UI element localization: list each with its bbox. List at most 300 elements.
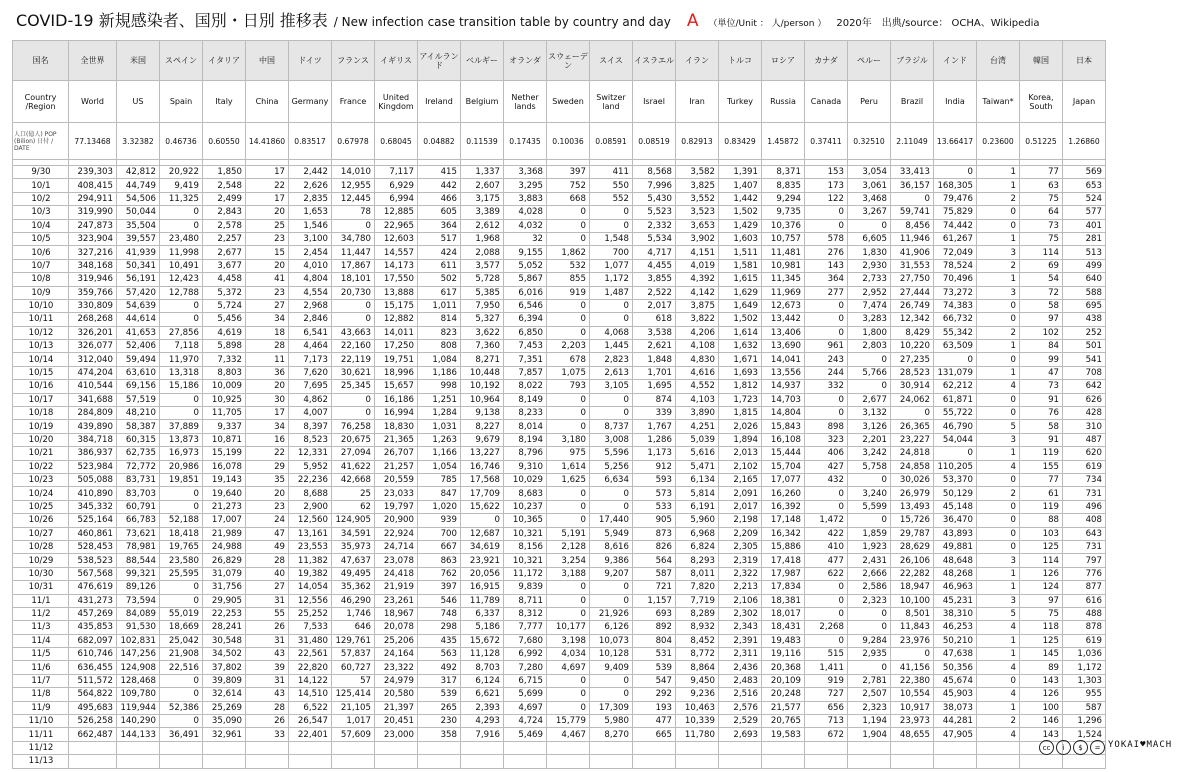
case-count-cell: 13,690 <box>762 340 805 353</box>
case-count-cell: 5,599 <box>848 500 891 513</box>
case-count-cell: 119,944 <box>117 701 160 714</box>
case-count-cell: 13,888 <box>375 286 418 299</box>
case-count-cell: 593 <box>633 473 676 486</box>
case-count-cell <box>590 741 633 754</box>
case-count-cell: 1,411 <box>805 661 848 674</box>
case-count-cell: 39,557 <box>117 232 160 245</box>
case-count-cell: 5,758 <box>848 460 891 473</box>
country-header-en: US <box>117 81 160 123</box>
case-count-cell: 23,480 <box>160 232 203 245</box>
case-count-cell: 42,812 <box>117 166 160 179</box>
country-header-ja: イスラエル <box>633 41 676 81</box>
case-count-cell: 54,044 <box>934 433 977 446</box>
case-count-cell: 10,073 <box>590 634 633 647</box>
case-count-cell: 310 <box>1063 420 1106 433</box>
case-count-cell: 6,621 <box>461 688 504 701</box>
case-count-cell: 7,996 <box>633 179 676 192</box>
case-count-cell: 0 <box>332 407 375 420</box>
case-count-cell: 2,302 <box>719 607 762 620</box>
case-count-cell: 1,767 <box>633 420 676 433</box>
case-count-cell: 528,453 <box>69 540 117 553</box>
case-count-cell: 359,766 <box>69 286 117 299</box>
case-count-cell: 32,961 <box>203 728 246 741</box>
case-count-cell: 3 <box>977 554 1020 567</box>
case-count-cell: 53,370 <box>934 473 977 486</box>
case-count-cell: 2,548 <box>203 179 246 192</box>
case-count-cell: 41,622 <box>332 460 375 473</box>
population-cell: 0.83429 <box>719 123 762 160</box>
case-count-cell: 4 <box>977 460 1020 473</box>
case-count-cell: 2,257 <box>203 232 246 245</box>
population-cell: 14.41860 <box>246 123 289 160</box>
case-count-cell: 4,010 <box>289 259 332 272</box>
case-count-cell: 14,557 <box>375 246 418 259</box>
case-count-cell: 14,937 <box>762 380 805 393</box>
case-count-cell: 17,250 <box>375 340 418 353</box>
case-count-cell: 919 <box>805 674 848 687</box>
case-count-cell: 622 <box>805 567 848 580</box>
case-count-cell: 24,818 <box>891 447 934 460</box>
case-count-cell: 9,138 <box>461 407 504 420</box>
case-count-cell: 0 <box>547 701 590 714</box>
case-count-cell: 42,668 <box>332 473 375 486</box>
date-cell: 10/5 <box>13 232 69 245</box>
case-count-cell: 2,900 <box>289 500 332 513</box>
case-count-cell: 5,052 <box>504 259 547 272</box>
case-count-cell: 1,629 <box>719 286 762 299</box>
case-count-cell: 21,397 <box>375 701 418 714</box>
case-count-cell: 143 <box>805 259 848 272</box>
case-count-cell: 626 <box>1063 393 1106 406</box>
case-count-cell: 37,802 <box>203 661 246 674</box>
date-cell: 11/7 <box>13 674 69 687</box>
case-count-cell: 18,669 <box>160 621 203 634</box>
case-count-cell: 128,468 <box>117 674 160 687</box>
table-row <box>13 634 1106 647</box>
case-count-cell: 55,722 <box>934 407 977 420</box>
case-count-cell: 517 <box>418 232 461 245</box>
case-count-cell: 2,391 <box>719 634 762 647</box>
case-count-cell: 23,973 <box>891 715 934 728</box>
table-row <box>13 554 1106 567</box>
case-count-cell: 2,203 <box>547 340 590 353</box>
case-count-cell: 35,504 <box>117 219 160 232</box>
case-count-cell <box>805 741 848 754</box>
case-count-cell: 1,894 <box>719 433 762 446</box>
case-count-cell <box>117 755 160 768</box>
case-count-cell: 7,533 <box>289 621 332 634</box>
case-count-cell: 3,100 <box>289 232 332 245</box>
case-count-cell: 0 <box>848 607 891 620</box>
case-count-cell: 3,875 <box>676 299 719 312</box>
table-row <box>13 433 1106 446</box>
country-header-ja: イギリス <box>375 41 418 81</box>
case-count-cell <box>848 755 891 768</box>
table-row <box>13 688 1106 701</box>
case-count-cell: 12,560 <box>289 514 332 527</box>
date-cell: 10/3 <box>13 206 69 219</box>
case-count-cell: 247,873 <box>69 219 117 232</box>
case-count-cell: 49,495 <box>332 567 375 580</box>
case-count-cell: 281 <box>1063 232 1106 245</box>
case-count-cell: 10,376 <box>762 219 805 232</box>
case-count-cell: 1,284 <box>418 407 461 420</box>
case-count-cell: 27 <box>246 299 289 312</box>
case-count-cell: 23 <box>246 232 289 245</box>
country-header-en: Japan <box>1063 81 1106 123</box>
case-count-cell: 91 <box>1020 393 1063 406</box>
case-count-cell: 23 <box>246 500 289 513</box>
case-count-cell: 97 <box>1020 313 1063 326</box>
case-count-cell: 5,534 <box>633 232 676 245</box>
case-count-cell: 700 <box>418 527 461 540</box>
case-count-cell: 0 <box>547 688 590 701</box>
case-count-cell: 3,180 <box>547 433 590 446</box>
case-count-cell: 0 <box>848 661 891 674</box>
case-count-cell: 0 <box>590 299 633 312</box>
case-count-cell: 326,201 <box>69 326 117 339</box>
table-row <box>13 192 1106 205</box>
case-count-cell: 0 <box>977 353 1020 366</box>
case-count-cell: 28,523 <box>891 366 934 379</box>
population-cell: 0.68045 <box>375 123 418 160</box>
case-count-cell: 52,188 <box>160 514 203 527</box>
case-count-cell: 20,451 <box>375 715 418 728</box>
case-count-cell: 11,780 <box>676 728 719 741</box>
population-cell: 0.04882 <box>418 123 461 160</box>
case-count-cell: 2,319 <box>719 554 762 567</box>
case-count-cell: 14,510 <box>289 688 332 701</box>
case-count-cell: 5,327 <box>461 313 504 326</box>
population-cell: 0.23600 <box>977 123 1020 160</box>
case-count-cell: 610,746 <box>69 648 117 661</box>
case-count-cell: 1,263 <box>418 433 461 446</box>
case-count-cell: 748 <box>418 607 461 620</box>
case-count-cell: 32 <box>504 232 547 245</box>
case-count-cell: 22,924 <box>375 527 418 540</box>
case-count-cell: 3,822 <box>676 313 719 326</box>
case-count-cell: 97 <box>1020 594 1063 607</box>
case-count-cell: 12,673 <box>762 299 805 312</box>
case-count-cell: 21,989 <box>203 527 246 540</box>
case-count-cell <box>977 741 1020 754</box>
population-cell: 0.82913 <box>676 123 719 160</box>
case-count-cell: 1,172 <box>590 273 633 286</box>
country-header-en: China <box>246 81 289 123</box>
case-count-cell: 4,804 <box>289 273 332 286</box>
case-count-cell: 25 <box>332 487 375 500</box>
case-count-cell: 35,090 <box>203 715 246 728</box>
case-count-cell: 0 <box>160 219 203 232</box>
case-count-cell: 7,280 <box>504 661 547 674</box>
case-count-cell: 0 <box>547 514 590 527</box>
case-count-cell: 15 <box>246 246 289 259</box>
case-count-cell: 2,613 <box>590 366 633 379</box>
case-count-cell: 4,455 <box>633 259 676 272</box>
case-count-cell: 7,916 <box>461 728 504 741</box>
case-count-cell: 17,309 <box>590 701 633 714</box>
case-count-cell <box>547 755 590 768</box>
case-count-cell: 26,365 <box>891 420 934 433</box>
case-count-cell: 961 <box>805 340 848 353</box>
case-count-cell: 55,342 <box>934 326 977 339</box>
case-count-cell: 22,820 <box>289 661 332 674</box>
case-count-cell: 5,949 <box>590 527 633 540</box>
case-count-cell: 59,741 <box>891 206 934 219</box>
case-count-cell: 563 <box>418 648 461 661</box>
case-count-cell: 125,414 <box>332 688 375 701</box>
case-count-cell <box>633 755 676 768</box>
case-count-cell <box>504 755 547 768</box>
case-count-cell: 19,116 <box>762 648 805 661</box>
case-count-cell: 345,332 <box>69 500 117 513</box>
case-count-cell: 1,695 <box>633 380 676 393</box>
table-row <box>13 407 1106 420</box>
case-count-cell: 40 <box>246 567 289 580</box>
case-count-cell: 11,128 <box>461 648 504 661</box>
case-count-cell: 0 <box>160 407 203 420</box>
case-count-cell <box>69 741 117 754</box>
case-count-cell: 10,339 <box>676 715 719 728</box>
case-count-cell: 19,751 <box>375 353 418 366</box>
case-count-cell: 1,186 <box>418 366 461 379</box>
case-count-cell: 975 <box>547 447 590 460</box>
date-cell: 10/26 <box>13 514 69 527</box>
case-count-cell: 10,009 <box>203 380 246 393</box>
case-count-cell: 1,511 <box>719 246 762 259</box>
case-count-cell: 21,257 <box>375 460 418 473</box>
case-count-cell: 22,236 <box>289 473 332 486</box>
case-count-cell: 955 <box>1063 688 1106 701</box>
case-count-cell: 29 <box>246 460 289 473</box>
case-count-cell: 12,788 <box>160 286 203 299</box>
country-header-en: Peru <box>848 81 891 123</box>
case-count-cell: 63 <box>1020 179 1063 192</box>
country-header-ja: ベルギー <box>461 41 504 81</box>
case-count-cell: 4,717 <box>633 246 676 259</box>
case-count-cell: 877 <box>1063 581 1106 594</box>
case-count-cell: 14,010 <box>332 166 375 179</box>
case-count-cell: 721 <box>633 581 676 594</box>
case-count-cell: 37,889 <box>160 420 203 433</box>
case-count-cell: 9,679 <box>461 433 504 446</box>
case-count-cell: 5 <box>977 607 1020 620</box>
case-count-cell: 298 <box>418 621 461 634</box>
case-count-cell: 20,900 <box>375 514 418 527</box>
table-row <box>13 567 1106 580</box>
case-count-cell: 0 <box>590 500 633 513</box>
case-count-cell: 10,554 <box>891 688 934 701</box>
case-count-cell: 0 <box>547 326 590 339</box>
case-count-cell: 125 <box>1020 634 1063 647</box>
case-count-cell: 617 <box>418 286 461 299</box>
case-count-cell: 34 <box>246 420 289 433</box>
population-cell: 3.32382 <box>117 123 160 160</box>
case-count-cell: 122 <box>805 192 848 205</box>
case-count-cell: 2,343 <box>719 621 762 634</box>
case-count-cell: 499 <box>1063 259 1106 272</box>
case-count-cell: 11,969 <box>762 286 805 299</box>
case-count-cell: 695 <box>1063 299 1106 312</box>
case-count-cell: 22,160 <box>332 340 375 353</box>
case-count-cell: 147,256 <box>117 648 160 661</box>
case-count-cell: 72 <box>1020 286 1063 299</box>
case-count-cell: 2,102 <box>719 460 762 473</box>
case-count-cell: 531 <box>633 648 676 661</box>
case-count-cell: 2,393 <box>461 701 504 714</box>
case-count-cell: 0 <box>160 299 203 312</box>
table-row <box>13 500 1106 513</box>
case-count-cell: 863 <box>418 554 461 567</box>
case-count-cell: 277 <box>805 286 848 299</box>
case-count-cell: 73,272 <box>934 286 977 299</box>
date-cell: 10/20 <box>13 433 69 446</box>
case-count-cell: 5,256 <box>590 460 633 473</box>
case-count-cell: 502 <box>418 273 461 286</box>
case-count-cell: 36,470 <box>934 514 977 527</box>
case-count-cell: 76,258 <box>332 420 375 433</box>
date-cell: 10/31 <box>13 581 69 594</box>
case-count-cell: 36,491 <box>160 728 203 741</box>
date-cell: 11/11 <box>13 728 69 741</box>
case-count-cell: 15,779 <box>547 715 590 728</box>
case-count-cell: 546 <box>418 594 461 607</box>
case-count-cell: 12,882 <box>375 313 418 326</box>
country-header-en: Canada <box>805 81 848 123</box>
case-count-cell <box>977 755 1020 768</box>
date-cell: 11/2 <box>13 607 69 620</box>
case-count-cell: 20,922 <box>160 166 203 179</box>
case-count-cell: 88 <box>1020 514 1063 527</box>
case-count-cell: 0 <box>547 674 590 687</box>
case-count-cell: 14,041 <box>762 353 805 366</box>
case-count-cell: 339 <box>633 407 676 420</box>
case-count-cell: 1 <box>977 447 1020 460</box>
case-count-cell: 410,544 <box>69 380 117 393</box>
case-count-cell: 79,476 <box>934 192 977 205</box>
case-count-cell: 5,960 <box>676 514 719 527</box>
case-count-cell: 3,890 <box>676 407 719 420</box>
case-count-cell: 72,049 <box>934 246 977 259</box>
case-count-cell: 11,172 <box>504 567 547 580</box>
population-label: 人口(億人) POP (Bilion) 日付 / DATE <box>13 123 69 160</box>
case-count-cell: 17,007 <box>203 514 246 527</box>
case-count-cell: 17,550 <box>375 273 418 286</box>
population-cell: 13.66417 <box>934 123 977 160</box>
case-count-cell: 682,097 <box>69 634 117 647</box>
case-count-cell: 515 <box>805 648 848 661</box>
table-row <box>13 380 1106 393</box>
case-count-cell: 26 <box>246 621 289 634</box>
case-count-cell: 17,568 <box>461 473 504 486</box>
case-count-cell: 74,383 <box>934 299 977 312</box>
case-count-cell <box>246 741 289 754</box>
case-count-cell: 18,418 <box>160 527 203 540</box>
table-row <box>13 728 1106 741</box>
case-count-cell: 57,609 <box>332 728 375 741</box>
case-count-cell: 5 <box>977 420 1020 433</box>
case-count-cell: 4,206 <box>676 326 719 339</box>
case-count-cell: 45,231 <box>934 594 977 607</box>
table-row <box>13 607 1106 620</box>
case-count-cell: 0 <box>848 219 891 232</box>
case-count-cell: 49 <box>246 540 289 553</box>
case-count-cell: 2,586 <box>848 581 891 594</box>
case-count-cell: 7,719 <box>676 594 719 607</box>
case-count-cell: 1 <box>977 366 1020 379</box>
case-count-cell: 477 <box>805 554 848 567</box>
case-count-cell: 62,735 <box>117 447 160 460</box>
case-count-cell: 39 <box>246 661 289 674</box>
case-count-cell: 0 <box>977 219 1020 232</box>
case-count-cell: 2 <box>977 192 1020 205</box>
case-count-cell: 8,772 <box>676 648 719 661</box>
case-count-cell: 0 <box>977 473 1020 486</box>
case-count-cell: 397 <box>547 166 590 179</box>
case-count-cell: 0 <box>891 192 934 205</box>
table-row <box>13 755 1106 768</box>
case-count-cell: 0 <box>547 581 590 594</box>
case-count-cell: 12,556 <box>289 594 332 607</box>
country-header-en: Ireland <box>418 81 461 123</box>
case-count-cell: 2,952 <box>848 286 891 299</box>
case-count-cell: 505,088 <box>69 473 117 486</box>
case-count-cell: 4,458 <box>203 273 246 286</box>
case-count-cell: 1,502 <box>719 206 762 219</box>
case-count-cell: 1,407 <box>719 179 762 192</box>
case-count-cell: 5,385 <box>461 286 504 299</box>
case-count-cell: 146 <box>1020 715 1063 728</box>
case-count-cell: 193 <box>633 701 676 714</box>
case-count-cell: 12,342 <box>891 313 934 326</box>
case-count-cell: 18,947 <box>891 581 934 594</box>
country-header-ja: カナダ <box>805 41 848 81</box>
case-count-cell: 0 <box>547 487 590 500</box>
country-header-ja: スイス <box>590 41 633 81</box>
case-count-cell: 2,483 <box>719 674 762 687</box>
case-count-cell: 31 <box>246 594 289 607</box>
case-count-cell: 64 <box>1020 206 1063 219</box>
case-count-cell: 1,968 <box>461 232 504 245</box>
case-count-cell: 1 <box>977 340 1020 353</box>
case-count-cell: 0 <box>590 487 633 500</box>
case-count-cell: 268,268 <box>69 313 117 326</box>
case-count-cell: 38,073 <box>934 701 977 714</box>
case-count-cell: 14,703 <box>762 393 805 406</box>
case-count-cell: 1,017 <box>332 715 375 728</box>
case-count-cell: 22,380 <box>891 674 934 687</box>
date-cell: 10/25 <box>13 500 69 513</box>
case-count-cell: 1,671 <box>719 353 762 366</box>
case-count-cell: 6,992 <box>504 648 547 661</box>
date-cell: 11/13 <box>13 755 69 768</box>
case-count-cell <box>418 755 461 768</box>
case-count-cell: 41,939 <box>117 246 160 259</box>
header-row-en <box>13 81 1106 123</box>
case-count-cell: 20,580 <box>375 688 418 701</box>
case-count-cell <box>375 741 418 754</box>
case-count-cell: 2,436 <box>719 661 762 674</box>
case-count-cell: 1,614 <box>547 460 590 473</box>
population-cell: 1.26860 <box>1063 123 1106 160</box>
case-count-cell: 2,666 <box>848 567 891 580</box>
case-count-cell: 27 <box>246 581 289 594</box>
case-count-cell: 34 <box>246 313 289 326</box>
case-count-cell: 58,387 <box>117 420 160 433</box>
case-count-cell: 10,237 <box>504 500 547 513</box>
case-count-cell: 408,415 <box>69 179 117 192</box>
case-count-cell: 10,757 <box>762 232 805 245</box>
